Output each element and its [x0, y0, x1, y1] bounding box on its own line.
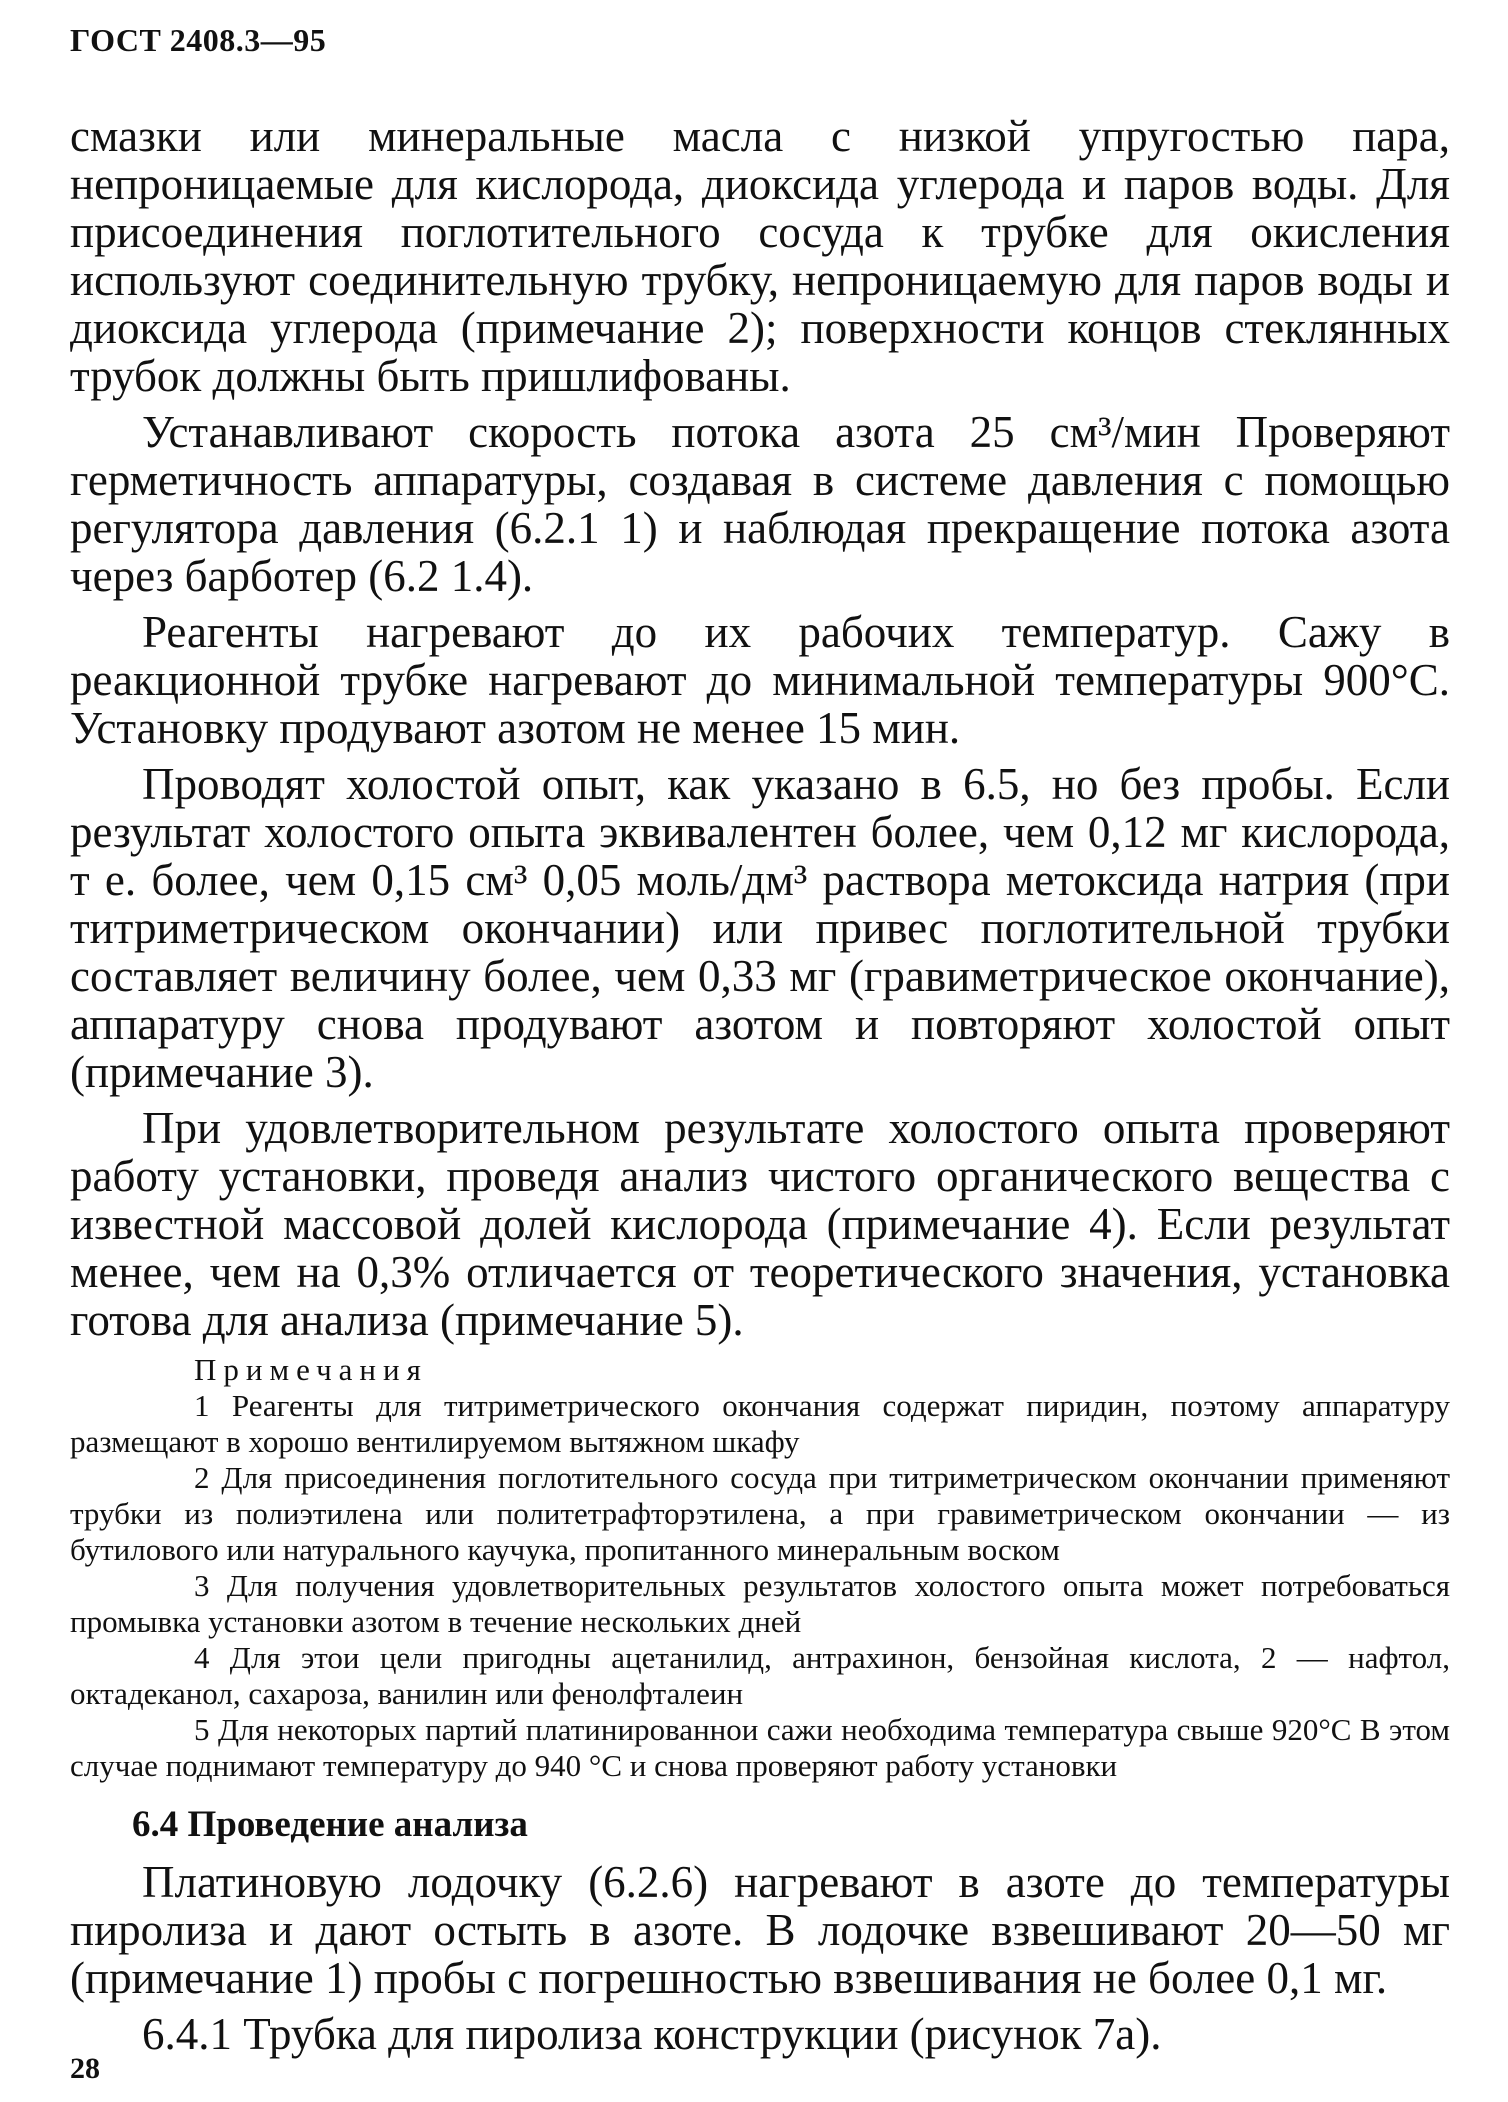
page-number: 28	[70, 2052, 100, 2085]
paragraph-blank-test: Проводят холостой опыт, как указано в 6.5, но без пробы. Если результат холостого опыта эквивалентен более, чем 0,12 мг кислорода, т е. более, чем 0,15 см³ 0,05 моль/дм³ раствора метоксида натрия (при титриметрическом окончании) или привес поглотительной трубки составляет величину более, чем 0,33 мг (гравиметрическое окончание), аппаратуру снова продувают азотом и повторяют холостой опыт (примечание 3).	[70, 759, 1450, 1097]
paragraph-continuation: смазки или минеральные масла с низкой упругостью пара, непроницаемые для кислорода, диоксида углерода и паров воды. Для присоединения поглотительного сосуда к трубке для окисления используют соединительную трубку, непроницаемую для паров воды и диоксида углерода (примечание 2); поверхности концов стеклянных трубок должны быть пришлифованы.	[70, 111, 1450, 401]
notes-heading: Примечания	[194, 1352, 428, 1387]
paragraph-analysis: Платиновую лодочку (6.2.6) нагревают в азоте до температуры пиролиза и дают остыть в азоте. В лодочке взвешивают 20—50 мг (примечание 1) пробы с погрешностью взвешивания не более 0,1 мг.	[70, 1857, 1450, 2003]
paragraph-pyrolysis-tube: 6.4.1 Трубка для пиролиза конструкции (рисунок 7а).	[142, 2009, 1162, 2059]
note-item: 5 Для некоторых партий платинированнои сажи необходима температура свыше 920°С В этом случае поднимают температуру до 940 °С и снова проверяют работу установки	[70, 1712, 1450, 1783]
notes-block	[70, 1352, 1450, 1784]
note-item: 3 Для получения удовлетворительных результатов холостого опыта может потребоваться промывка установки азотом в течение нескольких дней	[70, 1568, 1450, 1639]
paragraph-nitrogen-flow: Устанавливают скорость потока азота 25 см³/мин Проверяют герметичность аппаратуры, создавая в системе давления с помощью регулятора давления (6.2.1 1) и наблюдая прекращение потока азота через барботер (6.2 1.4).	[70, 407, 1450, 601]
paragraph-verification: При удовлетворительном результате холостого опыта проверяют работу установки, проведя анализ чистого органического вещества с известной массовой долей кислорода (примечание 4). Если результат менее, чем на 0,3% отличается от теоретического значения, установка готова для анализа (примечание 5).	[70, 1103, 1450, 1345]
paragraph-reagents-heating: Реагенты нагревают до их рабочих температур. Сажу в реакционной трубке нагревают до минимальной температуры 900°С. Установку продувают азотом не менее 15 мин.	[70, 607, 1450, 753]
note-item: 2 Для присоединения поглотительного сосуда при титриметрическом окончании применяют трубки из полиэтилена или политетрафторэтилена, а при гравиметрическом окончании — из бутилового или натурального каучука, пропитанного минеральным воском	[70, 1460, 1450, 1567]
note-item: 4 Для этои цели пригодны ацетанилид, антрахинон, бензойная кислота, 2 — нафтол, октадеканол, сахароза, ванилин или фенолфталеин	[70, 1640, 1450, 1711]
section-heading: 6.4 Проведение анализа	[132, 1804, 528, 1845]
note-item: 1 Реагенты для титриметрического окончания содержат пиридин, поэтому аппаратуру размещают в хорошо вентилируемом вытяжном шкафу	[70, 1388, 1450, 1459]
document-header: ГОСТ 2408.3—95	[70, 22, 327, 58]
document-body	[70, 112, 1450, 2066]
